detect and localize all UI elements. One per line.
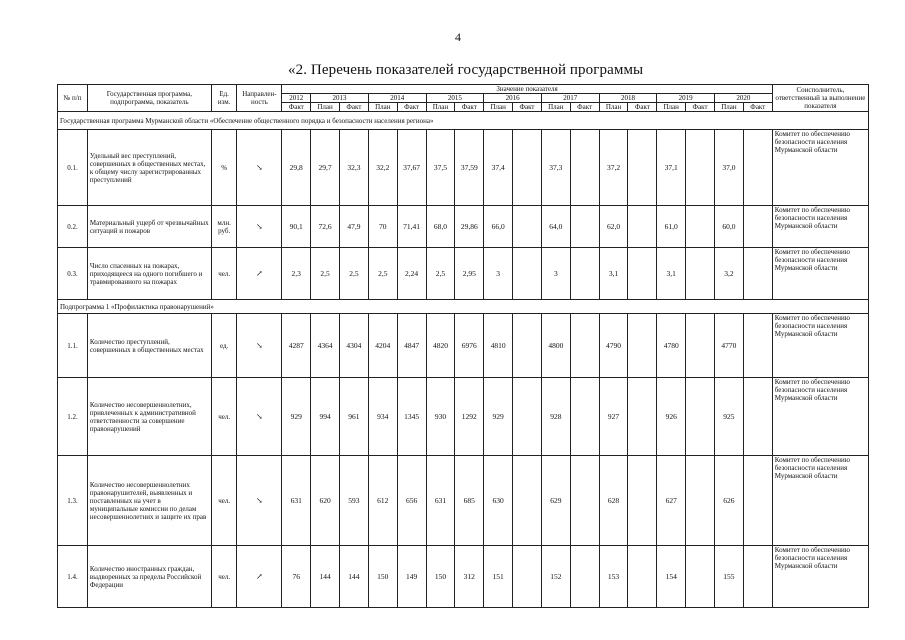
- year-header: 2015: [426, 94, 484, 103]
- document-title: «2. Перечень показателей государственной программы: [288, 62, 644, 78]
- value-cell: 4204: [368, 314, 397, 378]
- value-cell: 37,4: [484, 130, 513, 206]
- value-cell: 2,24: [397, 248, 426, 300]
- value-cell: 151: [484, 546, 513, 608]
- row-number: 1.2.: [58, 378, 88, 456]
- unit: чел.: [211, 546, 237, 608]
- value-cell: [570, 314, 599, 378]
- col-header-direction: Направлен-ность: [237, 85, 282, 112]
- sub-header-fact: Факт: [282, 103, 311, 112]
- value-cell: 2,3: [282, 248, 311, 300]
- value-cell: [743, 378, 772, 456]
- value-cell: 29,8: [282, 130, 311, 206]
- value-cell: 4820: [426, 314, 455, 378]
- year-header: 2019: [657, 94, 715, 103]
- sub-header-fact: Факт: [628, 103, 657, 112]
- responsible-cell: Комитет по обеспечению безопасности населения Мурманской области: [772, 456, 868, 546]
- year-header: 2013: [311, 94, 369, 103]
- responsible-cell: Комитет по обеспечению безопасности населения Мурманской области: [772, 248, 868, 300]
- table-row: [58, 378, 869, 456]
- value-cell: 61,0: [657, 206, 686, 248]
- value-cell: 929: [484, 378, 513, 456]
- indicator-name: Удельный вес преступлений, совершенных в общественных местах, к общему числу зарегистрированных преступлений: [87, 130, 211, 206]
- value-cell: [628, 206, 657, 248]
- sub-header-fact: Факт: [397, 103, 426, 112]
- direction-arrow-icon: ↗: [237, 546, 282, 608]
- indicator-name: Материальный ущерб от чрезвычайных ситуаций и пожаров: [87, 206, 211, 248]
- indicator-name: Количество преступлений, совершенных в общественных местах: [87, 314, 211, 378]
- year-header: 2014: [368, 94, 426, 103]
- value-cell: 3,1: [657, 248, 686, 300]
- table-row: [58, 248, 869, 300]
- value-cell: 144: [311, 546, 340, 608]
- col-header-responsible: Соисполнитель, ответственный за выполнение показателя: [772, 85, 868, 112]
- value-cell: [513, 248, 542, 300]
- value-cell: 37,2: [599, 130, 628, 206]
- value-cell: 4304: [340, 314, 369, 378]
- value-cell: 620: [311, 456, 340, 546]
- value-cell: 2,5: [368, 248, 397, 300]
- unit: чел.: [211, 456, 237, 546]
- value-cell: [743, 248, 772, 300]
- value-cell: [628, 314, 657, 378]
- value-cell: [686, 314, 715, 378]
- col-header-num: № п/п: [58, 85, 88, 112]
- value-cell: 593: [340, 456, 369, 546]
- value-cell: 630: [484, 456, 513, 546]
- subprogram-title-row: [58, 300, 869, 314]
- sub-header-plan: План: [714, 103, 743, 112]
- value-cell: [743, 206, 772, 248]
- sub-header-fact: Факт: [513, 103, 542, 112]
- sub-header-fact: Факт: [455, 103, 484, 112]
- responsible-cell: Комитет по обеспечению безопасности населения Мурманской области: [772, 378, 868, 456]
- value-cell: 68,0: [426, 206, 455, 248]
- value-cell: 37,0: [714, 130, 743, 206]
- sub-header-plan: План: [368, 103, 397, 112]
- value-cell: 2,95: [455, 248, 484, 300]
- value-cell: [628, 456, 657, 546]
- value-cell: [570, 248, 599, 300]
- value-cell: 64,0: [541, 206, 570, 248]
- sub-header-plan: План: [484, 103, 513, 112]
- table-row: [58, 206, 869, 248]
- value-cell: 4810: [484, 314, 513, 378]
- value-cell: [686, 248, 715, 300]
- value-cell: [513, 378, 542, 456]
- value-cell: [686, 456, 715, 546]
- sub-header-fact: Факт: [340, 103, 369, 112]
- value-cell: 3: [541, 248, 570, 300]
- unit: ед.: [211, 314, 237, 378]
- row-number: 1.1.: [58, 314, 88, 378]
- value-cell: [570, 130, 599, 206]
- value-cell: [743, 456, 772, 546]
- direction-arrow-icon: ↘: [237, 378, 282, 456]
- indicator-name: Количество несовершеннолетних, привлеченных к административной ответственности за совершение правонарушений: [87, 378, 211, 456]
- value-cell: 2,5: [340, 248, 369, 300]
- year-header: 2020: [714, 94, 772, 103]
- value-cell: 72,6: [311, 206, 340, 248]
- page-number: 4: [455, 30, 461, 44]
- value-cell: 150: [426, 546, 455, 608]
- value-cell: 32,3: [340, 130, 369, 206]
- year-header: 2018: [599, 94, 657, 103]
- value-cell: 144: [340, 546, 369, 608]
- value-cell: 627: [657, 456, 686, 546]
- row-number: 0.3.: [58, 248, 88, 300]
- value-cell: [686, 546, 715, 608]
- indicators-table: [57, 84, 869, 608]
- value-cell: 155: [714, 546, 743, 608]
- value-cell: 71,41: [397, 206, 426, 248]
- value-cell: 150: [368, 546, 397, 608]
- responsible-cell: Комитет по обеспечению безопасности населения Мурманской области: [772, 546, 868, 608]
- row-number: 1.4.: [58, 546, 88, 608]
- value-cell: 994: [311, 378, 340, 456]
- value-cell: 3,2: [714, 248, 743, 300]
- subprogram-title: Подпрограмма 1 «Профилактика правонарушений»: [58, 300, 869, 314]
- direction-arrow-icon: ↘: [237, 456, 282, 546]
- value-cell: 961: [340, 378, 369, 456]
- value-cell: 4800: [541, 314, 570, 378]
- value-cell: 628: [599, 456, 628, 546]
- value-cell: 149: [397, 546, 426, 608]
- value-cell: [513, 456, 542, 546]
- value-cell: 6976: [455, 314, 484, 378]
- direction-arrow-icon: ↘: [237, 206, 282, 248]
- col-header-name: Государственная программа, подпрограмма, показатель: [87, 85, 211, 112]
- value-cell: 925: [714, 378, 743, 456]
- value-cell: 47,9: [340, 206, 369, 248]
- value-cell: 154: [657, 546, 686, 608]
- table-row: [58, 314, 869, 378]
- value-cell: 37,3: [541, 130, 570, 206]
- value-cell: 930: [426, 378, 455, 456]
- unit: чел.: [211, 378, 237, 456]
- value-cell: 656: [397, 456, 426, 546]
- value-cell: [513, 130, 542, 206]
- value-cell: [743, 130, 772, 206]
- indicator-name: Количество несовершеннолетних правонарушителей, выявленных и поставленных на учет в муниципальные комиссии по делам несовершеннолетних и защите их прав: [87, 456, 211, 546]
- value-cell: 37,59: [455, 130, 484, 206]
- responsible-cell: Комитет по обеспечению безопасности населения Мурманской области: [772, 130, 868, 206]
- value-cell: [743, 314, 772, 378]
- sub-header-fact: Факт: [570, 103, 599, 112]
- value-cell: 1292: [455, 378, 484, 456]
- value-cell: 1345: [397, 378, 426, 456]
- value-cell: 4780: [657, 314, 686, 378]
- sub-header-fact: Факт: [686, 103, 715, 112]
- value-cell: [513, 546, 542, 608]
- col-header-values: Значение показателя: [282, 85, 772, 94]
- indicator-name: Количество иностранных граждан, выдворенных за пределы Российской Федерации: [87, 546, 211, 608]
- sub-header-plan: План: [426, 103, 455, 112]
- value-cell: [628, 378, 657, 456]
- program-title-row: [58, 112, 869, 130]
- direction-arrow-icon: ↘: [237, 314, 282, 378]
- sub-header-plan: План: [599, 103, 628, 112]
- value-cell: 631: [426, 456, 455, 546]
- value-cell: 62,0: [599, 206, 628, 248]
- responsible-cell: Комитет по обеспечению безопасности населения Мурманской области: [772, 314, 868, 378]
- program-title: Государственная программа Мурманской области «Обеспечение общественного порядка и безопасности населения региона»: [58, 112, 869, 130]
- year-header: 2012: [282, 94, 311, 103]
- sub-header-plan: План: [311, 103, 340, 112]
- value-cell: 29,7: [311, 130, 340, 206]
- value-cell: 4847: [397, 314, 426, 378]
- unit: чел.: [211, 248, 237, 300]
- value-cell: [570, 456, 599, 546]
- value-cell: 37,5: [426, 130, 455, 206]
- value-cell: 934: [368, 378, 397, 456]
- direction-arrow-icon: ↘: [237, 130, 282, 206]
- value-cell: 90,1: [282, 206, 311, 248]
- value-cell: 3: [484, 248, 513, 300]
- value-cell: 29,86: [455, 206, 484, 248]
- table-row: [58, 546, 869, 608]
- value-cell: 2,5: [426, 248, 455, 300]
- value-cell: 685: [455, 456, 484, 546]
- value-cell: 626: [714, 456, 743, 546]
- value-cell: 2,5: [311, 248, 340, 300]
- value-cell: 66,0: [484, 206, 513, 248]
- value-cell: 76: [282, 546, 311, 608]
- unit: %: [211, 130, 237, 206]
- value-cell: 926: [657, 378, 686, 456]
- value-cell: 3,1: [599, 248, 628, 300]
- sub-header-plan: План: [657, 103, 686, 112]
- row-number: 0.1.: [58, 130, 88, 206]
- value-cell: [513, 206, 542, 248]
- row-number: 1.3.: [58, 456, 88, 546]
- value-cell: [570, 378, 599, 456]
- responsible-cell: Комитет по обеспечению безопасности населения Мурманской области: [772, 206, 868, 248]
- value-cell: [628, 130, 657, 206]
- year-header: 2016: [484, 94, 542, 103]
- value-cell: 928: [541, 378, 570, 456]
- unit: млн. руб.: [211, 206, 237, 248]
- value-cell: 4287: [282, 314, 311, 378]
- value-cell: [570, 206, 599, 248]
- col-header-unit: Ед. изм.: [211, 85, 237, 112]
- value-cell: 37,1: [657, 130, 686, 206]
- value-cell: 929: [282, 378, 311, 456]
- year-header: 2017: [541, 94, 599, 103]
- value-cell: 4364: [311, 314, 340, 378]
- value-cell: 153: [599, 546, 628, 608]
- value-cell: 612: [368, 456, 397, 546]
- value-cell: [743, 546, 772, 608]
- value-cell: [686, 130, 715, 206]
- indicator-name: Число спасенных на пожарах, приходящееся на одного погибшего и травмированного на пожарах: [87, 248, 211, 300]
- direction-arrow-icon: ↗: [237, 248, 282, 300]
- value-cell: 631: [282, 456, 311, 546]
- value-cell: 32,2: [368, 130, 397, 206]
- value-cell: 60,0: [714, 206, 743, 248]
- table-row: [58, 130, 869, 206]
- value-cell: [686, 378, 715, 456]
- table-row: [58, 456, 869, 546]
- row-number: 0.2.: [58, 206, 88, 248]
- value-cell: [628, 546, 657, 608]
- value-cell: 4790: [599, 314, 628, 378]
- value-cell: [628, 248, 657, 300]
- value-cell: 37,67: [397, 130, 426, 206]
- value-cell: 152: [541, 546, 570, 608]
- sub-header-plan: План: [541, 103, 570, 112]
- value-cell: 927: [599, 378, 628, 456]
- value-cell: 312: [455, 546, 484, 608]
- value-cell: [686, 206, 715, 248]
- value-cell: [513, 314, 542, 378]
- value-cell: 4770: [714, 314, 743, 378]
- sub-header-fact: Факт: [743, 103, 772, 112]
- value-cell: 70: [368, 206, 397, 248]
- value-cell: [570, 546, 599, 608]
- value-cell: 629: [541, 456, 570, 546]
